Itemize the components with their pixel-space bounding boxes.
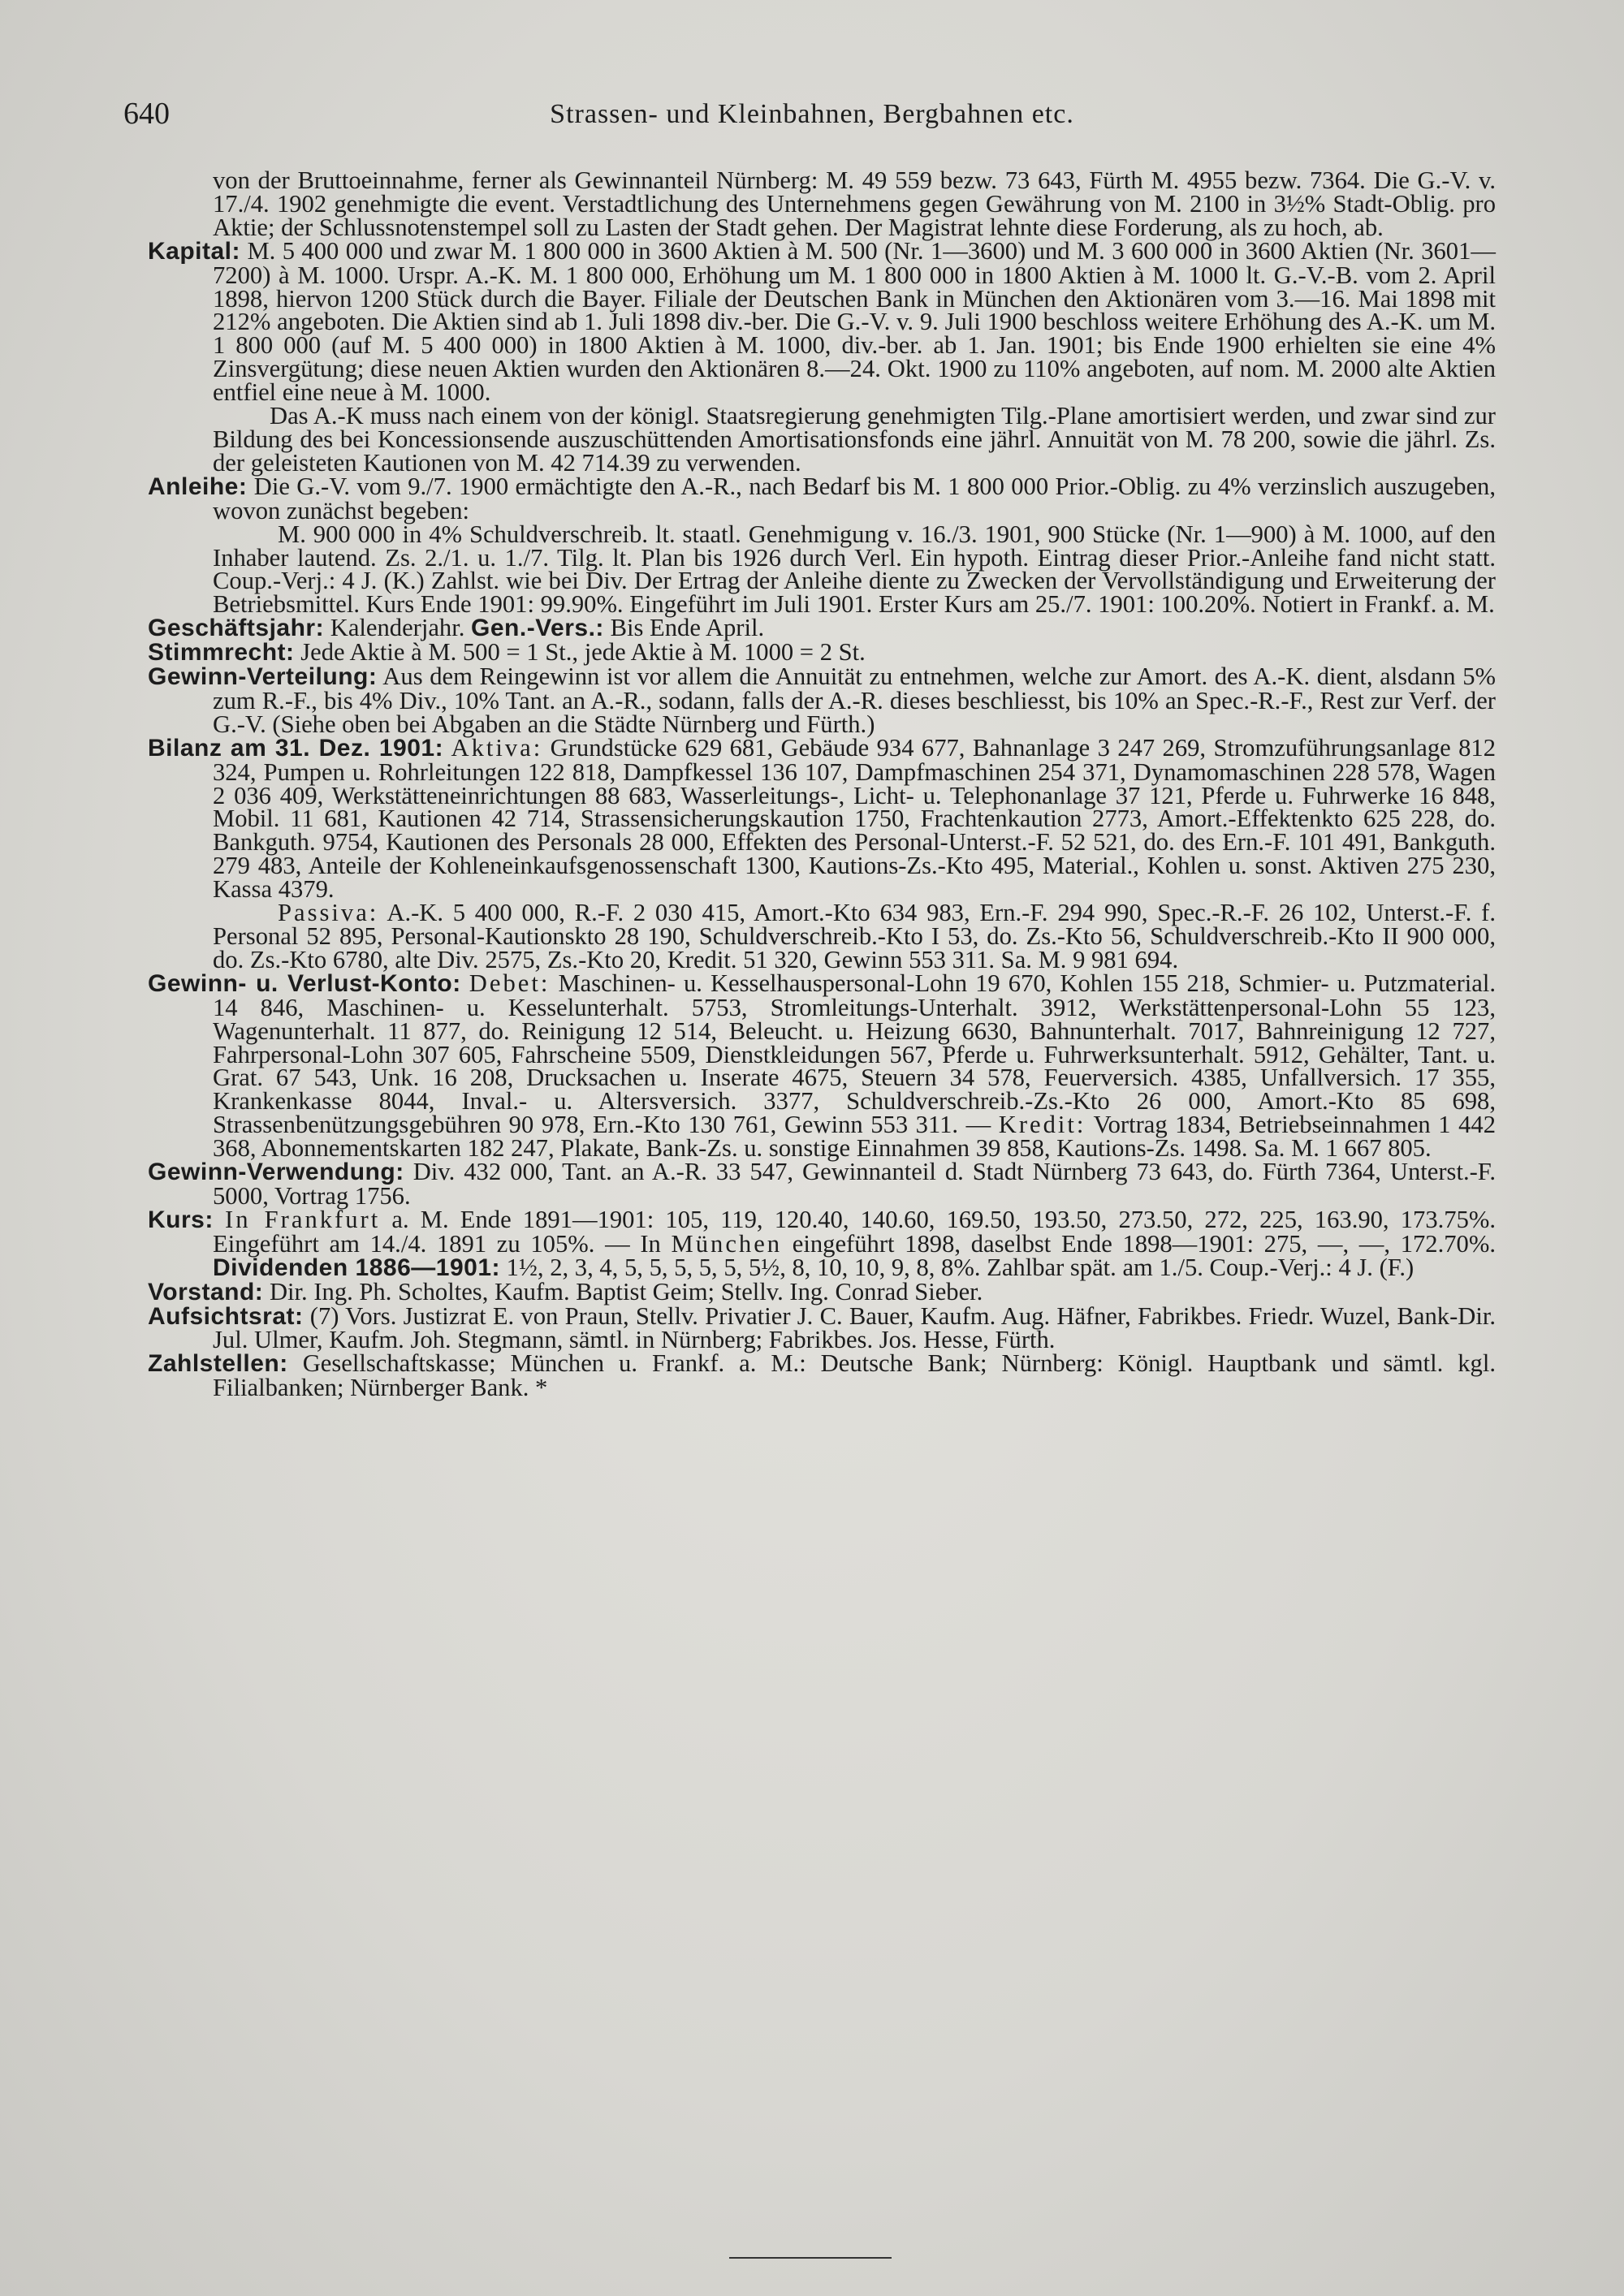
kurs-frankfurt: In Frankfurt <box>225 1205 381 1233</box>
aktiva-text: Grundstücke 629 681, Gebäude 934 677, Bahnanlage 3 247 269, Stromzuführungsanlage 812 324, Pumpen u. Rohrleitungen 122 818, Dampfkessel 136 107, Dampfmaschinen 254 371, Dynamomaschinen 228 578, Wagen 2 036 409, Werkstätteneinrichtungen 88 683, Wasserleitungs-, Licht- u. Telephonanlage 37 121, Pferde u. Fuhrwerke 16 848, Mobil. 11 681, Kautionen 42 714, Strassensicherungskaution 1750, Frachtenkaution 2773, Amort.-Effektenkto 625 228, do. Bankguth. 9754, Kautionen des Personals 28 000, Effekten des Personal-Unterst.-F. 52 521, do. des Ern.-F. 101 491, Bankguth. 279 483, Anteile der Kohleneinkaufsgenossenschaft 1300, Kautions-Zs.-Kto 495, Material., Kohlen u. sonst. Aktiven 275 230, Kassa 4379. <box>213 733 1496 904</box>
aktiva-label: Aktiva: <box>451 733 543 762</box>
kurs-text-1: a. M. Ende 1891—1901: 105, 119, 120.40, 140.60, 169.50, 193.50, 273.50, 272, 225, 163.90, 173.75%. Eingeführt am 14./4. 1891 zu 105%. — In <box>213 1205 1497 1258</box>
kurs-text-2: eingeführt 1898, daselbst Ende 1898—1901: 275, —, —, 172.70%. <box>792 1229 1496 1258</box>
section-geschaeftsjahr <box>148 616 1496 641</box>
intro-text: von der Bruttoeinnahme, ferner als Gewinnanteil Nürnberg: M. 49 559 bezw. 73 643, Fürth M. 4955 bezw. 7364. Die G.-V. v. 17./4. 1902 genehmigte die event. Verstadtlichung des Unternehmens gegen Gewährung von M. 2100 in 3½% Stadt-Oblig. pro Aktie; der Schlussnotenstempel soll zu Lasten der Stadt gehen. Der Magistrat lehnte diese Forderung, als zu hoch, ab. <box>213 166 1496 241</box>
page-number: 640 <box>123 97 170 131</box>
section-anleihe-detail <box>148 520 1496 619</box>
section-gewinn-verteilung <box>148 662 1497 738</box>
section-stimmrecht <box>148 638 1496 667</box>
gewinn-verteilung-label: Gewinn-Verteilung: <box>148 663 378 691</box>
gen-vers-label: Gen.-Vers.: <box>471 615 604 642</box>
section-kurs <box>148 1205 1497 1281</box>
aufsichtsrat-text: (7) Vors. Justizrat E. von Praun, Stellv. Privatier J. C. Bauer, Kaufm. Aug. Häfner, Fabrikbes. Friedr. Wuzel, Bank-Dir. Jul. Ulmer, Kaufm. Joh. Stegmann, sämtl. in Nürnberg; Fabrikbes. Jos. Hesse, Fürth. <box>213 1301 1496 1354</box>
passiva-text: A.-K. 5 400 000, R.-F. 2 030 415, Amort.-Kto 634 983, Ern.-F. 294 990, Spec.-R.-F. 26 102, Unterst.-F. f. Personal 52 895, Personal-Kautionskto 28 190, Schuldverschreib.-Kto I 53, do. Zs.-Kto 56, Schuldverschreib.-Kto II 900 000, do. Zs.-Kto 6780, alte Div. 2575, Zs.-Kto 20, Kredit. 51 320, Gewinn 553 311. Sa. M. 9 981 694. <box>213 899 1497 973</box>
stimmrecht-label: Stimmrecht: <box>148 639 295 667</box>
debet-text: Maschinen- u. Kesselhauspersonal-Lohn 19 670, Kohlen 155 218, Schmier- u. Putzmaterial. 14 846, Maschinen- u. Kesselunterhalt. 5753, Stromleitungs-Unterhalt. 3912, Werkstättenpersonal-Lohn 55 123, Wagenunterhalt. 11 877, do. Reinigung 12 514, Beleucht. u. Heizung 6630, Bahnunterhalt. 7017, Bahnreinigung 12 727, Fahrpersonal-Lohn 307 605, Fahrscheine 5509, Dienstkleidungen 567, Pferde u. Fuhrwerksunterhalt. 5912, Gehälter, Tant. u. Grat. 67 543, Unk. 16 208, Drucksachen u. Inserate 4675, Steuern 34 578, Feuerversich. 4385, Unfallversich. 17 355, Krankenkasse 8044, Inval.- u. Altersversich. 3377, Schuldverschreib.-Zs.-Kto 26 000, Amort.-Kto 85 698, Strassenbenützungsgebühren 90 978, Ern.-Kto 130 761, Gewinn 553 311. — <box>213 969 1497 1139</box>
geschaeftsjahr-label: Geschäftsjahr: <box>148 615 325 642</box>
aufsichtsrat-label: Aufsichtsrat: <box>148 1302 304 1330</box>
geschaeftsjahr-text: Kalenderjahr. <box>330 614 465 642</box>
gewinn-verteilung-text: Aus dem Reingewinn ist vor allem die Annuität zu entnehmen, welche zur Amort. des A.-K. dient, alsdann 5% zum R.-F., bis 4% Div., 10% Tant. an A.-R., sodann, falls der A.-R. dieses beschliesst, bis 10% an Spec.-R.-F., Rest zur Verf. der G.-V. (Siehe oben bei Abgaben an die Städte Nürnberg und Fürth.) <box>213 662 1497 738</box>
passiva-label: Passiva: <box>278 899 379 927</box>
section-vorstand <box>148 1277 1496 1306</box>
section-guv <box>148 969 1497 1163</box>
vorstand-label: Vorstand: <box>148 1278 264 1306</box>
section-anleihe <box>148 472 1496 524</box>
page-header <box>123 96 1501 145</box>
section-bilanz <box>148 733 1496 904</box>
kurs-muenchen: München <box>671 1229 783 1258</box>
section-kapital-amortisation <box>148 404 1496 475</box>
kapital-text-2: Das A.-K muss nach einem von der königl. Staatsregierung genehmigten Tilg.-Plane amortisiert werden, und zwar sind zur Bildung des bei Koncessionsende auszuschüttenden Amortisationsfonds eine jährl. Annuität von M. 78 200, sowie die jährl. Zs. der geleisteten Kautionen von M. 42 714.39 zu verwenden. <box>213 402 1496 477</box>
document-body <box>148 166 1497 1402</box>
footer-rule <box>729 2257 892 2259</box>
zahlstellen-text: Gesellschaftskasse; München u. Frankf. a. M.: Deutsche Bank; Nürnberg: Königl. Hauptbank und sämtl. kgl. Filialbanken; Nürnberger Bank. * <box>213 1349 1496 1402</box>
section-kapital <box>148 236 1496 407</box>
dividenden-label: Dividenden 1886—1901: <box>213 1254 500 1281</box>
section-zahlstellen <box>148 1349 1496 1402</box>
zahlstellen-label: Zahlstellen: <box>148 1350 288 1378</box>
section-gewinn-verwendung <box>148 1160 1496 1208</box>
anleihe-text-2: M. 900 000 in 4% Schuldverschreib. lt. staatl. Genehmigung v. 16./3. 1901, 900 Stücke (Nr. 1—900) à M. 1000, auf den Inhaber lautend. Zs. 2./1. u. 1./7. Tilg. lt. Plan bis 1926 durch Verl. Ein hypoth. Eintrag dieser Prior.-Anleihe fand nicht statt. Coup.-Verj.: 4 J. (K.) Zahlst. wie bei Div. Der Ertrag der Anleihe diente zu Zwecken der Vervollständigung und Erweiterung der Betriebsmittel. Kurs Ende 1901: 99.90%. Eingeführt im Juli 1901. Erster Kurs am 25./7. 1901: 100.20%. Notiert in Frankf. a. M. <box>213 520 1496 619</box>
kredit-label: Kredit: <box>998 1111 1086 1139</box>
kapital-label: Kapital: <box>148 237 241 265</box>
gewinn-verwendung-text: Div. 432 000, Tant. an A.-R. 33 547, Gewinnanteil d. Stadt Nürnberg 73 643, do. Fürth 7364, Unterst.-F. 5000, Vortrag 1756. <box>213 1158 1496 1210</box>
anleihe-label: Anleihe: <box>148 473 248 500</box>
kurs-text-3: 1½, 2, 3, 4, 5, 5, 5, 5, 5, 5½, 8, 10, 10, 9, 8, 8%. Zahlbar spät. am 1./5. Coup.-Verj.: 4 J. (F.) <box>506 1253 1415 1281</box>
vorstand-text: Dir. Ing. Ph. Scholtes, Kaufm. Baptist Geim; Stellv. Ing. Conrad Sieber. <box>269 1277 983 1306</box>
section-aufsichtsrat <box>148 1301 1496 1354</box>
debet-label: Debet: <box>469 969 551 997</box>
kredit-text: Vortrag 1834, Betriebseinnahmen 1 442 368, Abonnementskarten 182 247, Plakate, Bank-Zs. u. sonstige Einnahmen 39 858, Kautions-Zs. 1498. Sa. M. 1 667 805. <box>213 1111 1496 1163</box>
bilanz-label: Bilanz am 31. Dez. 1901: <box>148 734 444 762</box>
gen-vers-text: Bis Ende April. <box>610 614 765 642</box>
stimmrecht-text: Jede Aktie à M. 500 = 1 St., jede Aktie à M. 1000 = 2 St. <box>300 638 866 667</box>
kurs-label: Kurs: <box>148 1206 214 1233</box>
section-passiva <box>148 901 1496 972</box>
gewinn-verwendung-label: Gewinn-Verwendung: <box>148 1159 404 1186</box>
kapital-text: M. 5 400 000 und zwar M. 1 800 000 in 3600 Aktien à M. 500 (Nr. 1—3600) und M. 3 600 000 in 3600 Aktien (Nr. 3601—7200) à M. 1000. Urspr. A.-K. M. 1 800 000, Erhöhung um M. 1 800 000 in 1800 Aktien à M. 1000 lt. G.-V.-B. vom 2. April 1898, hiervon 1200 Stück durch die Bayer. Filiale der Deutschen Bank in München den Aktionären vom 3.—16. Mai 1898 mit 212% angeboten. Die Aktien sind ab 1. Juli 1898 div.-ber. Die G.-V. v. 9. Juli 1900 beschloss weitere Erhöhung des A.-K. um M. 1 800 000 (auf M. 5 400 000) in 1800 Aktien à M. 1000, div.-ber. ab 1. Jan. 1901; bis Ende 1900 erhielten sie eine 4% Zinsvergütung; diese neuen Aktien wurden den Aktionären 8.—24. Okt. 1900 zu 110% angeboten, auf nom. M. 2000 alte Aktien entfiel eine neue à M. 1000. <box>213 236 1496 407</box>
guv-label: Gewinn- u. Verlust-Konto: <box>148 969 461 997</box>
intro-paragraph <box>148 166 1496 241</box>
anleihe-text: Die G.-V. vom 9./7. 1900 ermächtigte den A.-R., nach Bedarf bis M. 1 800 000 Prior.-Oblig. zu 4% verzinslich auszugeben, wovon zunächst begeben: <box>213 472 1496 524</box>
running-title: Strassen- und Kleinbahnen, Bergbahnen etc. <box>550 99 1074 129</box>
